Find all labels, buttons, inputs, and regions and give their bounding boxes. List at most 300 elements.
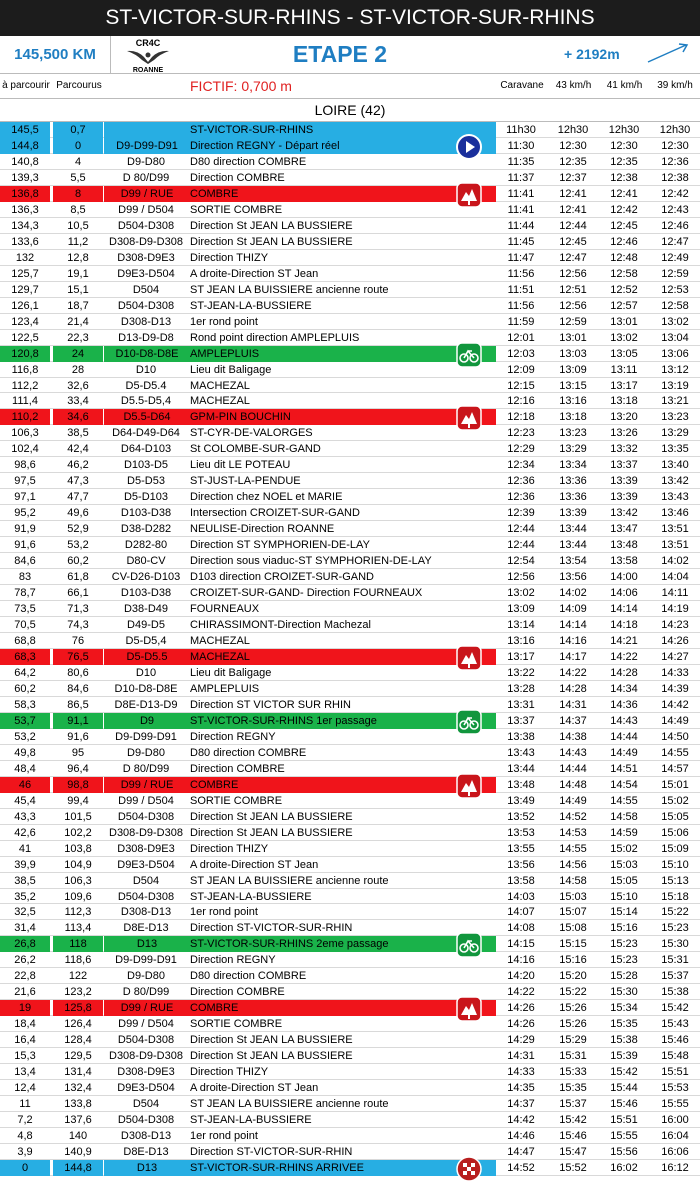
mountain-climb-icon xyxy=(455,404,483,432)
time-43kmh: 12:51 xyxy=(559,283,587,296)
time-39kmh: 16:00 xyxy=(661,1114,689,1127)
distance-remaining: 7,2 xyxy=(17,1114,33,1127)
time-39kmh: 13:46 xyxy=(661,507,689,520)
table-row xyxy=(0,218,700,234)
time-43kmh: 15:47 xyxy=(559,1146,587,1158)
table-row xyxy=(0,154,700,170)
header-caravane: Caravane xyxy=(500,80,544,91)
distance-covered: 95 xyxy=(71,746,85,759)
header-parcourus: Parcourus xyxy=(56,80,102,91)
time-41kmh: 15:39 xyxy=(610,1050,638,1063)
time-41kmh: 14:34 xyxy=(610,682,638,695)
table-row xyxy=(0,968,700,984)
location: A droite-Direction ST Jean xyxy=(190,858,319,871)
time-41kmh: 13:05 xyxy=(610,347,638,360)
location: D80 direction COMBRE xyxy=(190,746,307,759)
distance-remaining: 42,6 xyxy=(14,826,36,839)
distance-remaining: 125,7 xyxy=(11,267,39,280)
location: COMBRE xyxy=(190,1000,496,1016)
location: ST-VICTOR-SUR-RHINS ARRIVEE xyxy=(190,1160,496,1176)
distance-remaining: 112,2 xyxy=(11,379,39,392)
table-row xyxy=(0,346,700,362)
distance-covered: 98,8 xyxy=(53,777,103,793)
time-39kmh: 13:06 xyxy=(661,347,689,360)
distance-covered: 28 xyxy=(71,363,85,376)
location: Direction sous viaduc-ST SYMPHORIEN-DE-LAY xyxy=(190,555,432,568)
time-39kmh: 13:02 xyxy=(661,315,689,328)
time-43kmh: 13:54 xyxy=(559,555,587,568)
distance-remaining: 116,8 xyxy=(11,363,39,376)
distance-remaining: 136,8 xyxy=(0,186,50,202)
location: Rond point direction AMPLEPLUIS xyxy=(190,331,360,344)
time-39kmh: 12:38 xyxy=(661,171,689,184)
time-41kmh: 12:48 xyxy=(610,251,638,264)
table-row xyxy=(0,537,700,553)
location: 1er rond point xyxy=(190,906,258,919)
distance-remaining: 97,5 xyxy=(14,475,36,488)
distance-covered: 42,4 xyxy=(67,443,89,456)
time-43kmh: 14:31 xyxy=(559,698,587,711)
table-row xyxy=(0,489,700,505)
location: Direction chez NOEL et MARIE xyxy=(190,491,343,504)
caravane-time: 12:29 xyxy=(507,443,535,456)
road-number: D103-D5 xyxy=(123,459,169,472)
caravane-time: 14:37 xyxy=(507,1098,535,1111)
time-39kmh: 13:40 xyxy=(661,459,689,472)
caravane-time: 12:56 xyxy=(507,571,535,584)
distance-remaining: 132 xyxy=(15,251,35,264)
time-41kmh: 14:14 xyxy=(610,603,638,616)
road-number: D8E-D13-D9 xyxy=(114,698,178,711)
sprint-bike-icon xyxy=(455,708,483,736)
road-number: D9-D80 xyxy=(127,970,165,983)
table-row xyxy=(0,601,700,617)
distance-remaining: 91,9 xyxy=(14,523,36,536)
time-39kmh: 12:46 xyxy=(661,219,689,232)
distance-covered: 131,4 xyxy=(64,1066,92,1079)
road-number: D5-D5,4 xyxy=(125,635,167,647)
caravane-time: 11:51 xyxy=(507,283,535,296)
time-39kmh: 15:55 xyxy=(661,1098,689,1111)
time-41kmh: 14:36 xyxy=(610,698,638,711)
caravane-time: 13:56 xyxy=(507,858,535,871)
caravane-time: 13:52 xyxy=(507,810,535,823)
location: ST-JEAN-LA-BUSSIERE xyxy=(190,299,312,312)
table-row xyxy=(0,825,700,841)
time-39kmh: 12:49 xyxy=(661,251,689,264)
elevation-gain xyxy=(496,36,700,73)
location: Direction ST-VICTOR-SUR-RHIN xyxy=(190,1146,353,1158)
time-41kmh: 12:58 xyxy=(610,267,638,280)
distance-covered: 19,1 xyxy=(67,267,89,280)
distance-covered: 0 xyxy=(53,138,103,154)
time-39kmh: 15:23 xyxy=(661,922,689,935)
caravane-time: 11:47 xyxy=(507,251,535,264)
time-41kmh: 13:20 xyxy=(610,411,638,424)
time-41kmh: 13:37 xyxy=(610,459,638,472)
time-41kmh: 12:42 xyxy=(610,203,638,216)
caravane-time: 11:59 xyxy=(507,315,535,328)
caravane-time: 13:55 xyxy=(507,842,535,855)
distance-remaining: 84,6 xyxy=(14,555,36,568)
time-43kmh: 12:30 xyxy=(559,139,587,152)
time-43kmh: 12:59 xyxy=(559,315,587,328)
road-number: D9-D99-D91 xyxy=(115,954,177,967)
time-43kmh: 14:48 xyxy=(559,778,587,791)
time-41kmh: 14:18 xyxy=(610,619,638,632)
time-41kmh: 15:23 xyxy=(610,938,638,951)
road-number: D308-D9E3 xyxy=(117,842,175,855)
distance-remaining: 12,4 xyxy=(14,1082,36,1095)
distance-covered: 46,2 xyxy=(67,459,89,472)
time-43kmh: 15:08 xyxy=(559,922,587,935)
distance-remaining: 123,4 xyxy=(11,315,39,328)
distance-covered: 24 xyxy=(53,346,103,362)
caravane-time: 13:02 xyxy=(507,587,535,600)
caravane-time: 13:37 xyxy=(507,714,535,727)
distance-covered: 112,3 xyxy=(64,906,92,919)
table-row xyxy=(0,521,700,537)
distance-covered: 103,8 xyxy=(64,842,92,855)
road-number: D308-D9-D308 xyxy=(109,1050,183,1063)
caravane-time: 11h30 xyxy=(506,124,536,136)
time-41kmh: 15:10 xyxy=(610,890,638,903)
distance-covered: 133,8 xyxy=(64,1098,92,1111)
location: Direction St JEAN LA BUSSIERE xyxy=(190,1034,353,1047)
time-41kmh: 15:03 xyxy=(610,858,638,871)
distance-covered: 126,4 xyxy=(64,1018,92,1031)
time-39kmh: 15:42 xyxy=(661,1002,689,1015)
distance-remaining: 111,4 xyxy=(12,395,38,408)
distance-remaining: 15,3 xyxy=(14,1050,36,1063)
road-number: D5-D103 xyxy=(123,491,169,504)
distance-covered: 8 xyxy=(53,186,103,202)
distance-remaining: 18,4 xyxy=(14,1018,36,1031)
location: ST-JUST-LA-PENDUE xyxy=(190,475,301,488)
road-number: D38-D282 xyxy=(120,523,172,536)
road-number: D10 xyxy=(135,363,157,376)
road-number: D38-D49 xyxy=(123,603,169,616)
road-number: D99 / D504 xyxy=(118,794,174,807)
time-41kmh: 13:18 xyxy=(610,395,638,408)
time-43kmh: 14:16 xyxy=(559,635,587,647)
header-41kmh: 41 km/h xyxy=(606,80,643,91)
time-41kmh: 15:05 xyxy=(610,874,638,887)
time-43kmh: 13:03 xyxy=(559,347,587,360)
time-39kmh: 16:04 xyxy=(661,1130,689,1143)
location: AMPLEPLUIS xyxy=(190,346,496,362)
location: Direction St JEAN LA BUSSIERE xyxy=(190,1050,353,1063)
road-number: D308-D13 xyxy=(120,1130,172,1143)
location: MACHEZAL xyxy=(190,395,250,408)
time-43kmh: 13:36 xyxy=(559,491,587,504)
distance-covered: 53,2 xyxy=(67,539,89,552)
location: Direction COMBRE xyxy=(190,762,285,775)
time-41kmh: 14:58 xyxy=(610,810,638,823)
location: ST JEAN LA BUISSIERE ancienne route xyxy=(190,874,389,887)
elevation-value: + 2192m xyxy=(564,46,620,62)
location: ST-VICTOR-SUR-RHINS xyxy=(190,122,496,138)
distance-covered: 38,5 xyxy=(67,427,89,440)
time-41kmh: 15:56 xyxy=(610,1146,638,1158)
location: Lieu dit Baligage xyxy=(190,666,272,679)
road-number: D103-D38 xyxy=(120,507,172,520)
distance-remaining: 26,8 xyxy=(0,936,50,952)
road-number: D9-D80 xyxy=(127,746,165,759)
distance-remaining: 134,3 xyxy=(11,219,39,232)
road-number: D308-D9E3 xyxy=(117,251,175,264)
caravane-time: 14:15 xyxy=(507,938,535,951)
distance-remaining: 73,5 xyxy=(14,603,36,616)
road-number xyxy=(104,122,190,138)
time-39kmh: 14:39 xyxy=(661,682,689,695)
time-43kmh: 12:56 xyxy=(559,267,587,280)
table-row xyxy=(0,920,700,936)
location: Lieu dit Baligage xyxy=(190,363,272,376)
time-41kmh: 13:47 xyxy=(610,523,638,536)
time-39kmh: 15:06 xyxy=(661,826,689,839)
caravane-time: 12:39 xyxy=(507,507,535,520)
distance-remaining: 64,2 xyxy=(14,666,36,679)
distance-covered: 60,2 xyxy=(67,555,89,568)
distance-covered: 74,3 xyxy=(67,619,89,632)
time-43kmh: 14:56 xyxy=(559,858,587,871)
table-row xyxy=(0,1080,700,1096)
road-number: D5-D5.5 xyxy=(104,649,190,665)
caravane-time: 14:26 xyxy=(507,1018,535,1031)
time-41kmh: 15:02 xyxy=(610,842,638,855)
time-41kmh: 13:01 xyxy=(610,315,638,328)
distance-covered: 0,7 xyxy=(53,122,103,138)
time-39kmh: 13:51 xyxy=(661,523,689,536)
caravane-time: 14:33 xyxy=(507,1066,535,1079)
distance-covered: 128,4 xyxy=(64,1034,92,1047)
location: GPM-PIN BOUCHIN xyxy=(190,409,496,425)
distance-remaining: 120,8 xyxy=(0,346,50,362)
table-row xyxy=(0,713,700,729)
table-row xyxy=(0,952,700,968)
road-number: D64-D49-D64 xyxy=(112,427,180,440)
caravane-time: 12:54 xyxy=(507,555,535,568)
distance-remaining: 68,3 xyxy=(0,649,50,665)
location: Direction REGNY xyxy=(190,730,276,743)
distance-remaining: 46 xyxy=(0,777,50,793)
time-39kmh: 14:50 xyxy=(661,730,689,743)
location: ST JEAN LA BUISSIERE ancienne route xyxy=(190,1098,389,1111)
distance-remaining: 136,3 xyxy=(11,203,39,216)
stage-header xyxy=(0,36,700,74)
time-39kmh: 15:48 xyxy=(661,1050,689,1063)
time-39kmh: 13:21 xyxy=(661,395,689,408)
time-39kmh: 12:58 xyxy=(661,299,689,312)
caravane-time: 13:53 xyxy=(507,826,535,839)
road-number: D9E3-D504 xyxy=(117,858,175,871)
distance-covered: 47,3 xyxy=(67,475,89,488)
sprint-bike-icon xyxy=(455,931,483,959)
distance-remaining: 106,3 xyxy=(11,427,39,440)
time-41kmh: 13:32 xyxy=(610,443,638,456)
time-41kmh: 15:42 xyxy=(610,1066,638,1079)
distance-remaining: 97,1 xyxy=(14,491,36,504)
time-39kmh: 15:38 xyxy=(661,986,689,999)
distance-covered: 86,5 xyxy=(67,698,89,711)
time-39kmh: 15:51 xyxy=(661,1066,689,1079)
distance-remaining: 38,5 xyxy=(14,874,36,887)
location: Direction St JEAN LA BUSSIERE xyxy=(190,826,353,839)
time-41kmh: 15:46 xyxy=(610,1098,638,1111)
time-43kmh: 15:29 xyxy=(559,1034,587,1047)
distance-remaining: 68,8 xyxy=(14,635,36,647)
location: Direction St JEAN LA BUSSIERE xyxy=(190,810,353,823)
time-43kmh: 14:17 xyxy=(559,650,587,663)
table-row xyxy=(0,585,700,601)
road-number: D504-D308 xyxy=(117,219,175,232)
time-39kmh: 15:01 xyxy=(661,778,689,791)
ascent-arrow-icon xyxy=(646,42,690,64)
table-row xyxy=(0,362,700,378)
total-distance: 145,500 KM xyxy=(0,36,111,73)
finish-flag-icon xyxy=(455,1155,483,1183)
time-39kmh: 14:19 xyxy=(661,603,689,616)
caravane-time: 14:29 xyxy=(507,1034,535,1047)
distance-remaining: 83 xyxy=(18,571,32,584)
caravane-time: 13:31 xyxy=(507,698,535,711)
road-number: D282-80 xyxy=(124,539,168,552)
time-41kmh: 12:35 xyxy=(610,155,638,168)
caravane-time: 12:09 xyxy=(507,363,535,376)
time-39kmh: 13:29 xyxy=(661,427,689,440)
location: SORTIE COMBRE xyxy=(190,794,283,807)
distance-covered: 109,6 xyxy=(64,890,92,903)
header-43kmh: 43 km/h xyxy=(555,80,592,91)
table-row xyxy=(0,1112,700,1128)
distance-covered: 34,6 xyxy=(53,409,103,425)
time-43kmh: 15:52 xyxy=(559,1161,587,1174)
distance-remaining: 21,6 xyxy=(14,986,36,999)
location: CHIRASSIMONT-Direction Machezal xyxy=(190,619,371,632)
time-39kmh: 14:11 xyxy=(661,587,689,600)
table-row xyxy=(0,809,700,825)
caravane-time: 11:45 xyxy=(507,235,535,248)
distance-covered: 8,5 xyxy=(70,203,86,216)
time-39kmh: 12:43 xyxy=(661,203,689,216)
time-39kmh: 13:23 xyxy=(661,411,689,424)
distance-remaining: 4,8 xyxy=(17,1130,33,1143)
distance-remaining: 35,2 xyxy=(14,890,36,903)
distance-covered: 118,6 xyxy=(64,954,92,967)
location: MACHEZAL xyxy=(190,635,250,647)
time-39kmh: 13:51 xyxy=(661,539,689,552)
time-43kmh: 14:28 xyxy=(559,682,587,695)
location: FOURNEAUX xyxy=(190,603,260,616)
time-43kmh: 14:52 xyxy=(559,810,587,823)
location: SORTIE COMBRE xyxy=(190,1018,283,1031)
distance-covered: 12,8 xyxy=(67,251,89,264)
distance-covered: 84,6 xyxy=(67,682,89,695)
road-number: D504-D308 xyxy=(117,810,175,823)
distance-covered: 123,2 xyxy=(64,986,92,999)
distance-remaining: 39,9 xyxy=(14,858,36,871)
road-number: D99 / D504 xyxy=(118,1018,174,1031)
road-number: D5.5-D64 xyxy=(104,409,190,425)
header-39kmh: 39 km/h xyxy=(657,80,693,91)
distance-remaining: 41 xyxy=(18,842,32,855)
table-row xyxy=(0,633,700,649)
distance-covered: 140 xyxy=(68,1130,88,1143)
road-number: D504-D308 xyxy=(117,1114,175,1127)
time-43kmh: 12:41 xyxy=(559,187,587,200)
distance-remaining: 11 xyxy=(19,1098,31,1111)
location: St COLOMBE-SUR-GAND xyxy=(190,443,321,456)
road-number: D64-D103 xyxy=(120,443,172,456)
caravane-time: 11:41 xyxy=(507,187,535,200)
time-43kmh: 12:41 xyxy=(559,203,587,216)
time-41kmh: 14:43 xyxy=(610,714,638,727)
time-39kmh: 15:22 xyxy=(661,906,689,919)
time-43kmh: 14:02 xyxy=(559,587,587,600)
time-43kmh: 15:26 xyxy=(559,1002,587,1015)
location: Direction COMBRE xyxy=(190,171,285,184)
table-row xyxy=(0,250,700,266)
table-row xyxy=(0,378,700,394)
time-43kmh: 13:39 xyxy=(559,507,587,520)
distance-covered: 18,7 xyxy=(67,299,89,312)
distance-covered: 49,6 xyxy=(67,507,89,520)
distance-covered: 10,5 xyxy=(67,219,89,232)
fictif-distance: FICTIF: 0,700 m xyxy=(190,78,292,94)
time-41kmh: 14:44 xyxy=(610,730,638,743)
distance-covered: 99,4 xyxy=(67,794,89,807)
distance-covered: 137,6 xyxy=(64,1114,92,1127)
location: Direction THIZY xyxy=(190,842,269,855)
distance-covered: 66,1 xyxy=(67,587,89,600)
time-39kmh: 14:33 xyxy=(661,666,689,679)
location: Direction St JEAN LA BUSSIERE xyxy=(190,235,353,248)
time-43kmh: 12:47 xyxy=(559,251,587,264)
location: ST-VICTOR-SUR-RHINS 1er passage xyxy=(190,713,496,729)
page-title: ST-VICTOR-SUR-RHINS - ST-VICTOR-SUR-RHINS xyxy=(0,0,700,36)
time-39kmh: 15:09 xyxy=(661,842,689,855)
caravane-time: 12:16 xyxy=(507,395,535,408)
road-number: D504 xyxy=(132,874,160,887)
caravane-time: 14:03 xyxy=(507,890,535,903)
mountain-climb-icon xyxy=(455,644,483,672)
road-number: D504 xyxy=(132,1098,160,1111)
distance-covered: 118 xyxy=(53,936,103,952)
region-banner: LOIRE (42) xyxy=(0,99,700,122)
distance-covered: 32,6 xyxy=(67,379,89,392)
table-row xyxy=(0,936,700,952)
distance-remaining: 70,5 xyxy=(14,619,36,632)
distance-covered: 61,8 xyxy=(67,571,89,584)
table-row xyxy=(0,122,700,138)
caravane-time: 13:49 xyxy=(507,794,535,807)
time-41kmh: 13:39 xyxy=(610,491,638,504)
table-row xyxy=(0,649,700,665)
road-number: D9-D99-D91 xyxy=(104,138,190,154)
location: A droite-Direction ST Jean xyxy=(190,267,319,280)
distance-remaining: 48,4 xyxy=(14,762,36,775)
table-row xyxy=(0,697,700,713)
time-43kmh: 15:31 xyxy=(559,1050,587,1063)
caravane-time: 12:03 xyxy=(507,347,535,360)
caravane-time: 14:08 xyxy=(507,922,535,935)
caravane-time: 14:47 xyxy=(507,1146,535,1158)
distance-remaining: 53,7 xyxy=(0,713,50,729)
road-number: D9-D80 xyxy=(127,155,165,168)
distance-covered: 33,4 xyxy=(67,395,89,408)
time-39kmh: 14:42 xyxy=(661,698,689,711)
